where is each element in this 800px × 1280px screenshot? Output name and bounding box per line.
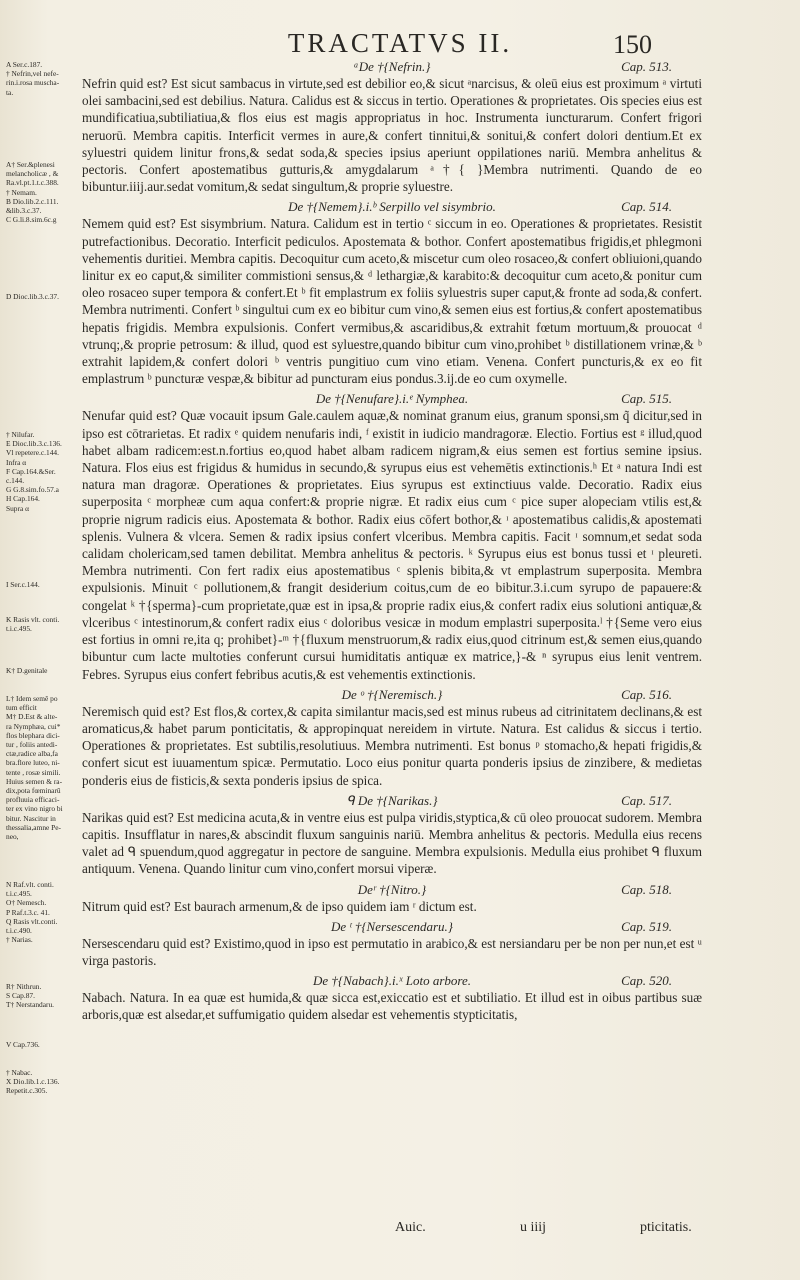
entry-heading (82, 972, 702, 989)
margin-note: I Ser.c.144. (6, 580, 40, 589)
margin-note: † Nilufar. E Dioc.lib.3.c.136. Vl repetere.c.144. Infra α F Cap.164.&Ser. c.144. G G.8.sim.fo.57.a H Cap.164. Supra α (6, 430, 62, 513)
margin-note: A† Ser.&plenesi melancholicæ , & Ra.vl.pt.1.t.c.388. † Nemam. B Dio.lib.2.c.111. &lib.3.c.37. C G.li.8.sim.6c.g (6, 160, 59, 225)
footer-word: Auic. (395, 1220, 426, 1235)
entry-text: Neremisch quid est? Est flos,& cortex,& capita similantur macis,sed est minus rubeus ad citrinitatem declinans,& est aromaticus,& habet parum ponticitatis, & appropinquat nereidem in virtute. Natura. Est calidus & siccus i tertio. Operationes & proprietates. Est subtilis,resolutiuus. Membra nutrimenti. Est bonus ᵖ stomacho,& hepati frigidis,& confert sicut est iuuamentum spicæ. Permutatio. Loco eius ponitur quarta ponderis ipsius de zinzibere, & medietas ponderis eius de fisticis,& sexta ponderis ipsius de spica. (82, 703, 702, 788)
margin-notes (6, 60, 78, 1120)
chapter-number: Cap. 519. (621, 918, 672, 934)
chapter-number: Cap. 518. (621, 881, 672, 897)
entry-heading-text: De †{Nenufare}.i.ᵉ Nymphea. (315, 391, 469, 407)
entry-heading-text: ᵃDe †{Nefrin.} (353, 59, 431, 74)
entry-heading (82, 686, 702, 703)
entry-text: Narikas quid est? Est medicina acuta,& in ventre eius est pulpa viridis,styptica,& cū oleo prouocat sudorem. Membra capitis. Insufflatur in nares,& abscindit fluxum sanguinis nariū. Membra anhelitus & pectoris. Medulla eius recens valet ad ᑫ spuendum,quod aggregatur in pectore de sanguine. Membra expulsionis. Medulla eius prohibet ᑫ fluxum antiquum. Venena. Quando linitur cum vino,confert morsui viperæ. (82, 809, 702, 877)
margin-note: † Nabac. X Dio.lib.1.c.136. Repetit.c.305. (6, 1068, 60, 1096)
entry-heading-text: De ᵒ †{Neremisch.} (341, 686, 443, 702)
signature-mark: u iiij (520, 1220, 547, 1235)
entry-heading (82, 881, 702, 898)
margin-note: R† Nithrun. S Cap.87. T† Nerstandaru. (6, 982, 55, 1010)
chapter-number: Cap. 513. (621, 59, 672, 74)
entry-heading (82, 792, 702, 809)
entry-text: Nenufar quid est? Quæ vocauit ipsum Gale.caulem aquæ,& nominat granum eius, granum sponsi,sm q̃ dicitur,sed in ipso est cōtrarietas. Et radix ᵉ quidem nenufaris indi, ᶠ existit in iudicio mandragoræ. Electio. Fortius est ᵍ illud,quod habet albam radicem:est.n.fortius eo,quod habet albam radicem nigram,& eius semen est fortius semine ipsius. Natura. Flos eius est frigidus & humidus in secundo,& syrupus eius est vehemētis extinctionis.ʰ Et ᵃ natura Indi est natura man dragoræ. Operationes & proprietates. Eius syrupus est extinctiuus valde. Decoratio. Radix eius superposita ᶜ morpheæ cum aqua confert:& proprie nigræ. Et radix eius cum ᶜ pice super alopeciam vtilis est,& proprie nigrum radicis eius. Apostemata & bothor. Radix eius cōfert bothor,& ᶦ apostematibus calidis,& apostemati splenis. Vulnera & vlcera. Semen & radix ipsius confert vlceribus. Membra capitis. Facit ᶦ somnum,et sedat soda calidam cholericam,sed tamen debilitat. Membra anhelitus & pectoris. ᵏ Syrupus eius est bonus tussi et ᶦ pleureti. Membra nutrimenti. Con fert radix eius apostematibus ᶜ splenis bibita,& vt emplastrum superposita. Membra expulsionis. Minuit ᶜ pollutionem,& frangit desiderium coitus,cum de eo bibitur.3.i.cum syrupo de papauere:& congelat ᵏ †{sperma}-cum proprietate,quæ est in ipsa,& proprie radix eius,& confert radix eius solutioni antiquæ,& vlceribus ᶜ intestinorum,& confert radix eius ᶜ doloribus vesicæ in modum emplastri superposita.ˡ †{Seme vero eius est fortius in omni re,ita q; prohibet}-ᵐ †{fluxum menstruorum,& radix eius,quod citrinum est,& semen eius,quando bibuntur cum lacte multoties conferunt cursui humiditatis antiquæ ex matrice,}-& ⁿ syrupus eius lenit ventrem. Febres. Syrupus eius confert febribus acutis,& est vehementis extinctionis. (82, 408, 702, 682)
catchword: pticitatis. (640, 1220, 692, 1235)
entry-heading-text: De †{Nabach}.i.ˣ Loto arbore. (312, 973, 472, 989)
margin-note: N Raf.vlt. conti. t.i.c.495. O† Nemesch. P Raf.t.3.c. 41. Q Rasis vlt.conti. t.i.c.490. † Narias. (6, 880, 58, 945)
chapter-number: Cap. 515. (621, 391, 672, 407)
entry-heading-text: De †{Nemem}.i.ᵇ Serpillo vel sisymbrio. (288, 199, 496, 215)
entry-text: Nemem quid est? Est sisymbrium. Natura. Calidum est in tertio ᶜ siccum in eo. Operationes & proprietates. Resistit putrefactionibus. Decoratio. Interficit pediculos. Apostemata & bothor. Confert apostematibus frigidis,et phlegmoni vehementis duritiei. Membra capitis. Decoquitur cum aceto,& miscetur cum oleo rosaceo,& confert obliuioni,quando linitur ex eo caput,& similiter commistioni sensus,& ᵈ lethargiæ,& karabito:& decoquitur cum aceto,& ponitur cum oleo rosaceo super tempora & confert.Et ᵇ fit emplastrum ex foliis syluestris super caput,& fronte ad soda,& confert. Membra nutrimenti. Confert ᵇ singultui cum ex eo bibitur cum vino,& semen eius est fortius,& confert apostematibus hepatis frigidis. Membra expulsionis. Confert vermibus,& ascaridibus,& extrahit fœtum mortuum,& prouocat ᵈ vtrunq;,& proprie petrosum: & illud, quod est syluestre,quando bibitur cum vino,prohibet ᵇ distillationem vrinæ,& ᵇ extrahit lapidem,& confert dolori ᵇ ventris pungitiuo cum vino etiam. Venena. Confert puncturis,& ex eo fit emplastrum ᵇ puncturæ vespæ,& bibitur ad puncturam eius pondus.3.ij.de eo cum oxymelle. (82, 216, 702, 387)
running-title: TRACTATVS II. (287, 28, 513, 58)
entry-heading-text: Deʳ †{Nitro.} (357, 881, 427, 897)
chapter-number: Cap. 514. (621, 199, 672, 215)
margin-note: K† D.genitale (6, 666, 48, 675)
chapter-number: Cap. 520. (621, 973, 672, 989)
main-text (82, 56, 702, 1216)
margin-note: K Rasis vlt. conti. t.i.c.495. (6, 615, 60, 634)
entry-heading-text: ᑫ De †{Narikas.} (346, 792, 438, 808)
page-footer (0, 1220, 800, 1240)
entry-heading-text: De ᵗ †{Nersescendaru.} (331, 918, 453, 934)
margin-note: L† Idem semê po tum efficit M† D.Est & alte- ra Nymphæa, cui* flos blephara dici- tur , foliis antedi- ctæ,radice alba,fa bra.flore luteo, ni- tente , rosæ simili. Huius semen & ra- dix,pota fœminarū profluuia efficaci- ter ex vino nigro bi bitur. Nascitur in thessalia,amne Pe- neo, (6, 694, 63, 842)
entry-text: Nabach. Natura. In ea quæ est humida,& quæ sicca est,exiccatio est et subtiliatio. Et illud est in oibus partibus suæ arboris,quæ est alsedar,et suffumigatio quidem alsedar est vehementis stypticitatis, (82, 990, 702, 1023)
entry-text: Nersescendaru quid est? Existimo,quod in ipso est permutatio in arabico,& est nersiandaru per be non per nun,et est ᵘ virga pastoris. (82, 935, 702, 968)
entry-heading (82, 390, 702, 407)
entry-text: Nitrum quid est? Est baurach armenum,& de ipso quidem iam ʳ dictum est. (82, 898, 477, 914)
entry-heading (82, 198, 702, 215)
entry-heading (82, 58, 702, 75)
chapter-number: Cap. 516. (621, 686, 672, 702)
margin-note: A Ser.c.187. † Nefrin,vel nefe- rin.i.rosa muscha- ta. (6, 60, 60, 97)
entry-heading (82, 918, 702, 935)
chapter-number: Cap. 517. (621, 792, 672, 808)
margin-note: D Dioc.lib.3.c.37. (6, 292, 59, 301)
margin-note: V Cap.736. (6, 1040, 40, 1049)
folio-number: 150 (613, 30, 652, 59)
entry-text: Nefrin quid est? Est sicut sambacus in virtute,sed est debilior eo,& sicut ᵃnarcisus, & oleū eius est proximum ᵃ virtuti olei sambacini,sed est debilius. Natura. Calidus est & siccus in tertio. Operationes & proprietates. Ois species eius est mundificatiua,subtiliatiua,& flos eius est magis appropriatus in hoc. Instrumenta iuncturarum. Confert frigori neruorū. Membra capitis. Interficit vermes in aure,& confert tinnitui,& sonitui,& confert dolori dentium.Et ex syluestri quidem linitur frons,& sedat soda,& species ipsius aperiunt oppilationes nariū. Membra anhelitus & pectoris. Confert apostematibus gutturis,& amygdalarum ᵃ†{ }Membra nutrimenti. Quando de eo bibuntur.iiij.aur.sedat vomitum,& sedat singultum,& proprie syluestre. (82, 76, 702, 195)
